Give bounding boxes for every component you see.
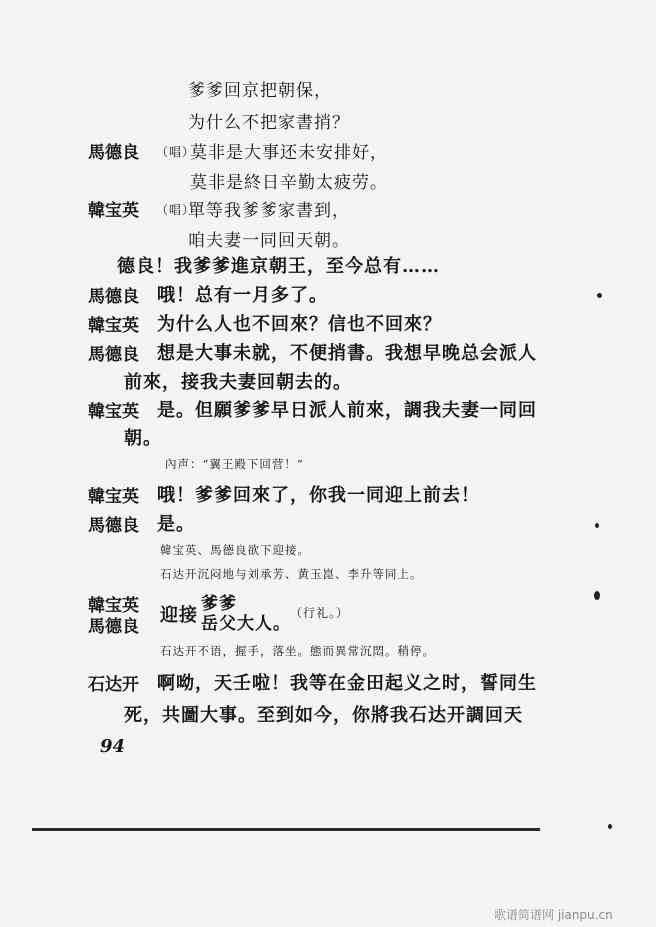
- dialogue-line: 前來，接我夫妻回朝去的。: [124, 372, 352, 393]
- speaker-name: 馬德良: [88, 345, 139, 365]
- speaker-name: 石达开: [88, 675, 139, 695]
- dialogue-line: 想是大事未就，不便捎書。我想早晚总会派人: [157, 343, 537, 364]
- verse-line: 莫非是大事还未安排好，: [190, 143, 388, 163]
- verse-line: 莫非是終日辛勤太疲劳。: [190, 173, 388, 193]
- watermark: 歌谱简谱网 jianpu.cn: [494, 908, 613, 922]
- dialogue-line: 迎接: [160, 605, 198, 626]
- verse-line: 單等我爹爹家書到，: [188, 201, 350, 221]
- speaker-name: 韓宝英: [88, 316, 139, 336]
- dialogue-line: 哦！总有一月多了。: [157, 285, 328, 306]
- speaker-name: 馬德良: [88, 287, 139, 307]
- stage-cue: （行礼。）: [290, 606, 350, 620]
- dialogue-line: 爹爹: [201, 594, 237, 614]
- stage-direction: 石达开沉闷地与刘承芳、黄玉崑、李升等同上。: [160, 567, 423, 581]
- stage-cue: （唱）: [156, 203, 196, 217]
- dialogue-line: 死，共圖大事。至到如今，你將我石达开調回天: [124, 705, 523, 726]
- dialogue-line: 为什么人也不回來？信也不回來？: [157, 314, 442, 335]
- scan-speck: [597, 293, 602, 298]
- stage-direction: 韓宝英、馬德良欲下迎接。: [160, 543, 310, 557]
- speaker-name: 韓宝英: [88, 487, 139, 507]
- stage-direction: 內声：“翼王殿下回营！”: [165, 457, 304, 471]
- dialogue-line: 哦！爹爹回來了，你我一同迎上前去！: [157, 485, 480, 506]
- scan-speck: [608, 824, 612, 829]
- dialogue-line: 是。: [157, 514, 195, 535]
- verse-line: 咱夫妻一同回天朝。: [188, 231, 350, 251]
- dialogue-line: 是。但願爹爹早日派人前來，調我夫妻一同回: [157, 400, 537, 421]
- speaker-name: 馬德良: [88, 516, 139, 536]
- speaker-name: 馬德良: [88, 617, 139, 637]
- speaker-name: 馬德良: [88, 143, 139, 163]
- dialogue-line: 德良！我爹爹進京朝王，至今总有……: [117, 256, 440, 277]
- stage-cue: （唱）: [156, 145, 196, 159]
- dialogue-line: 朝。: [124, 428, 162, 449]
- dialogue-line: 岳父大人。: [201, 614, 291, 634]
- scan-speck: [594, 591, 600, 600]
- bottom-rule: [32, 828, 540, 831]
- scan-speck: [595, 523, 599, 528]
- speaker-name: 韓宝英: [88, 596, 139, 616]
- page-number: 94: [100, 736, 126, 757]
- dialogue-line: 啊呦，天壬啦！我等在金田起义之时，誓同生: [157, 673, 537, 694]
- stage-direction: 石达开不语，握手，落坐。態而異常沉悶。稍停。: [160, 644, 435, 658]
- verse-line: 爹爹回京把朝保，: [188, 81, 332, 101]
- speaker-name: 韓宝英: [88, 201, 139, 221]
- speaker-name: 韓宝英: [88, 402, 139, 422]
- verse-line: 为什么不把家書捎？: [188, 113, 350, 133]
